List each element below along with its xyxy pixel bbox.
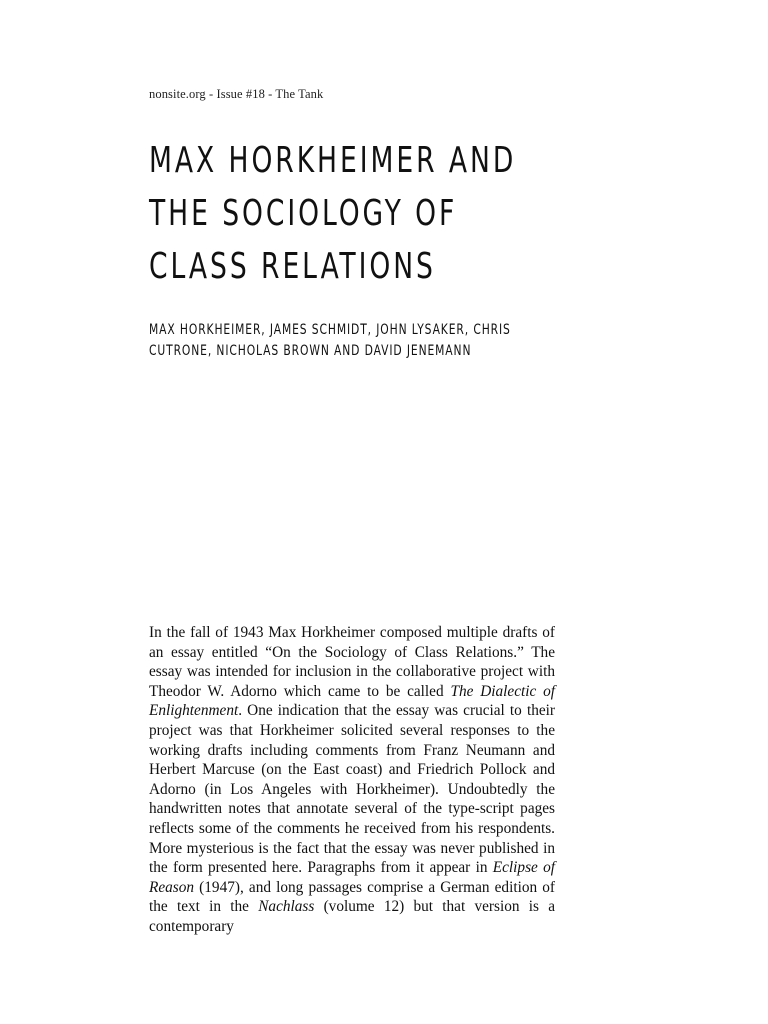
source-header: nonsite.org - Issue #18 - The Tank	[149, 87, 324, 101]
authors-line: MAX HORKHEIMER, JAMES SCHMIDT, JOHN LYSAKER, CHRIS	[149, 322, 511, 338]
authors-line: CUTRONE, NICHOLAS BROWN AND DAVID JENEMANN	[149, 343, 472, 359]
body-paragraph	[149, 623, 555, 937]
italic-title-eclipse: Eclipse of Reason	[149, 859, 556, 896]
body-text-segment: . One indication that the essay was crucial to their project was that Horkheimer solicited several responses to the working drafts including comments from Franz Neumann and Herbert Marcuse (on the East coast) and Friedrich Pollock and Adorno (in Los Angeles with Horkheimer). Undoubtedly the handwritten notes that annotate several of the type-script pages reflects some of the comments he received from his respondents. More mysterious is the fact that the essay was never published in the form presented here. Paragraphs from it appear in	[149, 702, 555, 877]
title-line: MAX HORKHEIMER AND	[149, 140, 517, 181]
body-text-segment: In the fall of 1943 Max Horkheimer composed multiple drafts of an essay entitled “On the Sociology of Class Relations.” The essay was intended for inclusion in the collaborative project with Theodor W. Adorno which came to be called	[149, 624, 555, 700]
title-line: THE SOCIOLOGY OF	[149, 193, 458, 234]
italic-title-dialectic: The Dialectic of Enlightenment	[149, 682, 556, 720]
body-text-segment: (volume 12) but that version is a contemporary	[149, 898, 555, 935]
italic-title-nachlass: Nachlass	[258, 898, 315, 916]
article-authors	[149, 320, 534, 362]
title-line: CLASS RELATIONS	[149, 246, 436, 287]
body-text-segment: (1947), and long passages comprise a German edition of the text in the	[149, 878, 555, 916]
article-title	[149, 134, 575, 293]
